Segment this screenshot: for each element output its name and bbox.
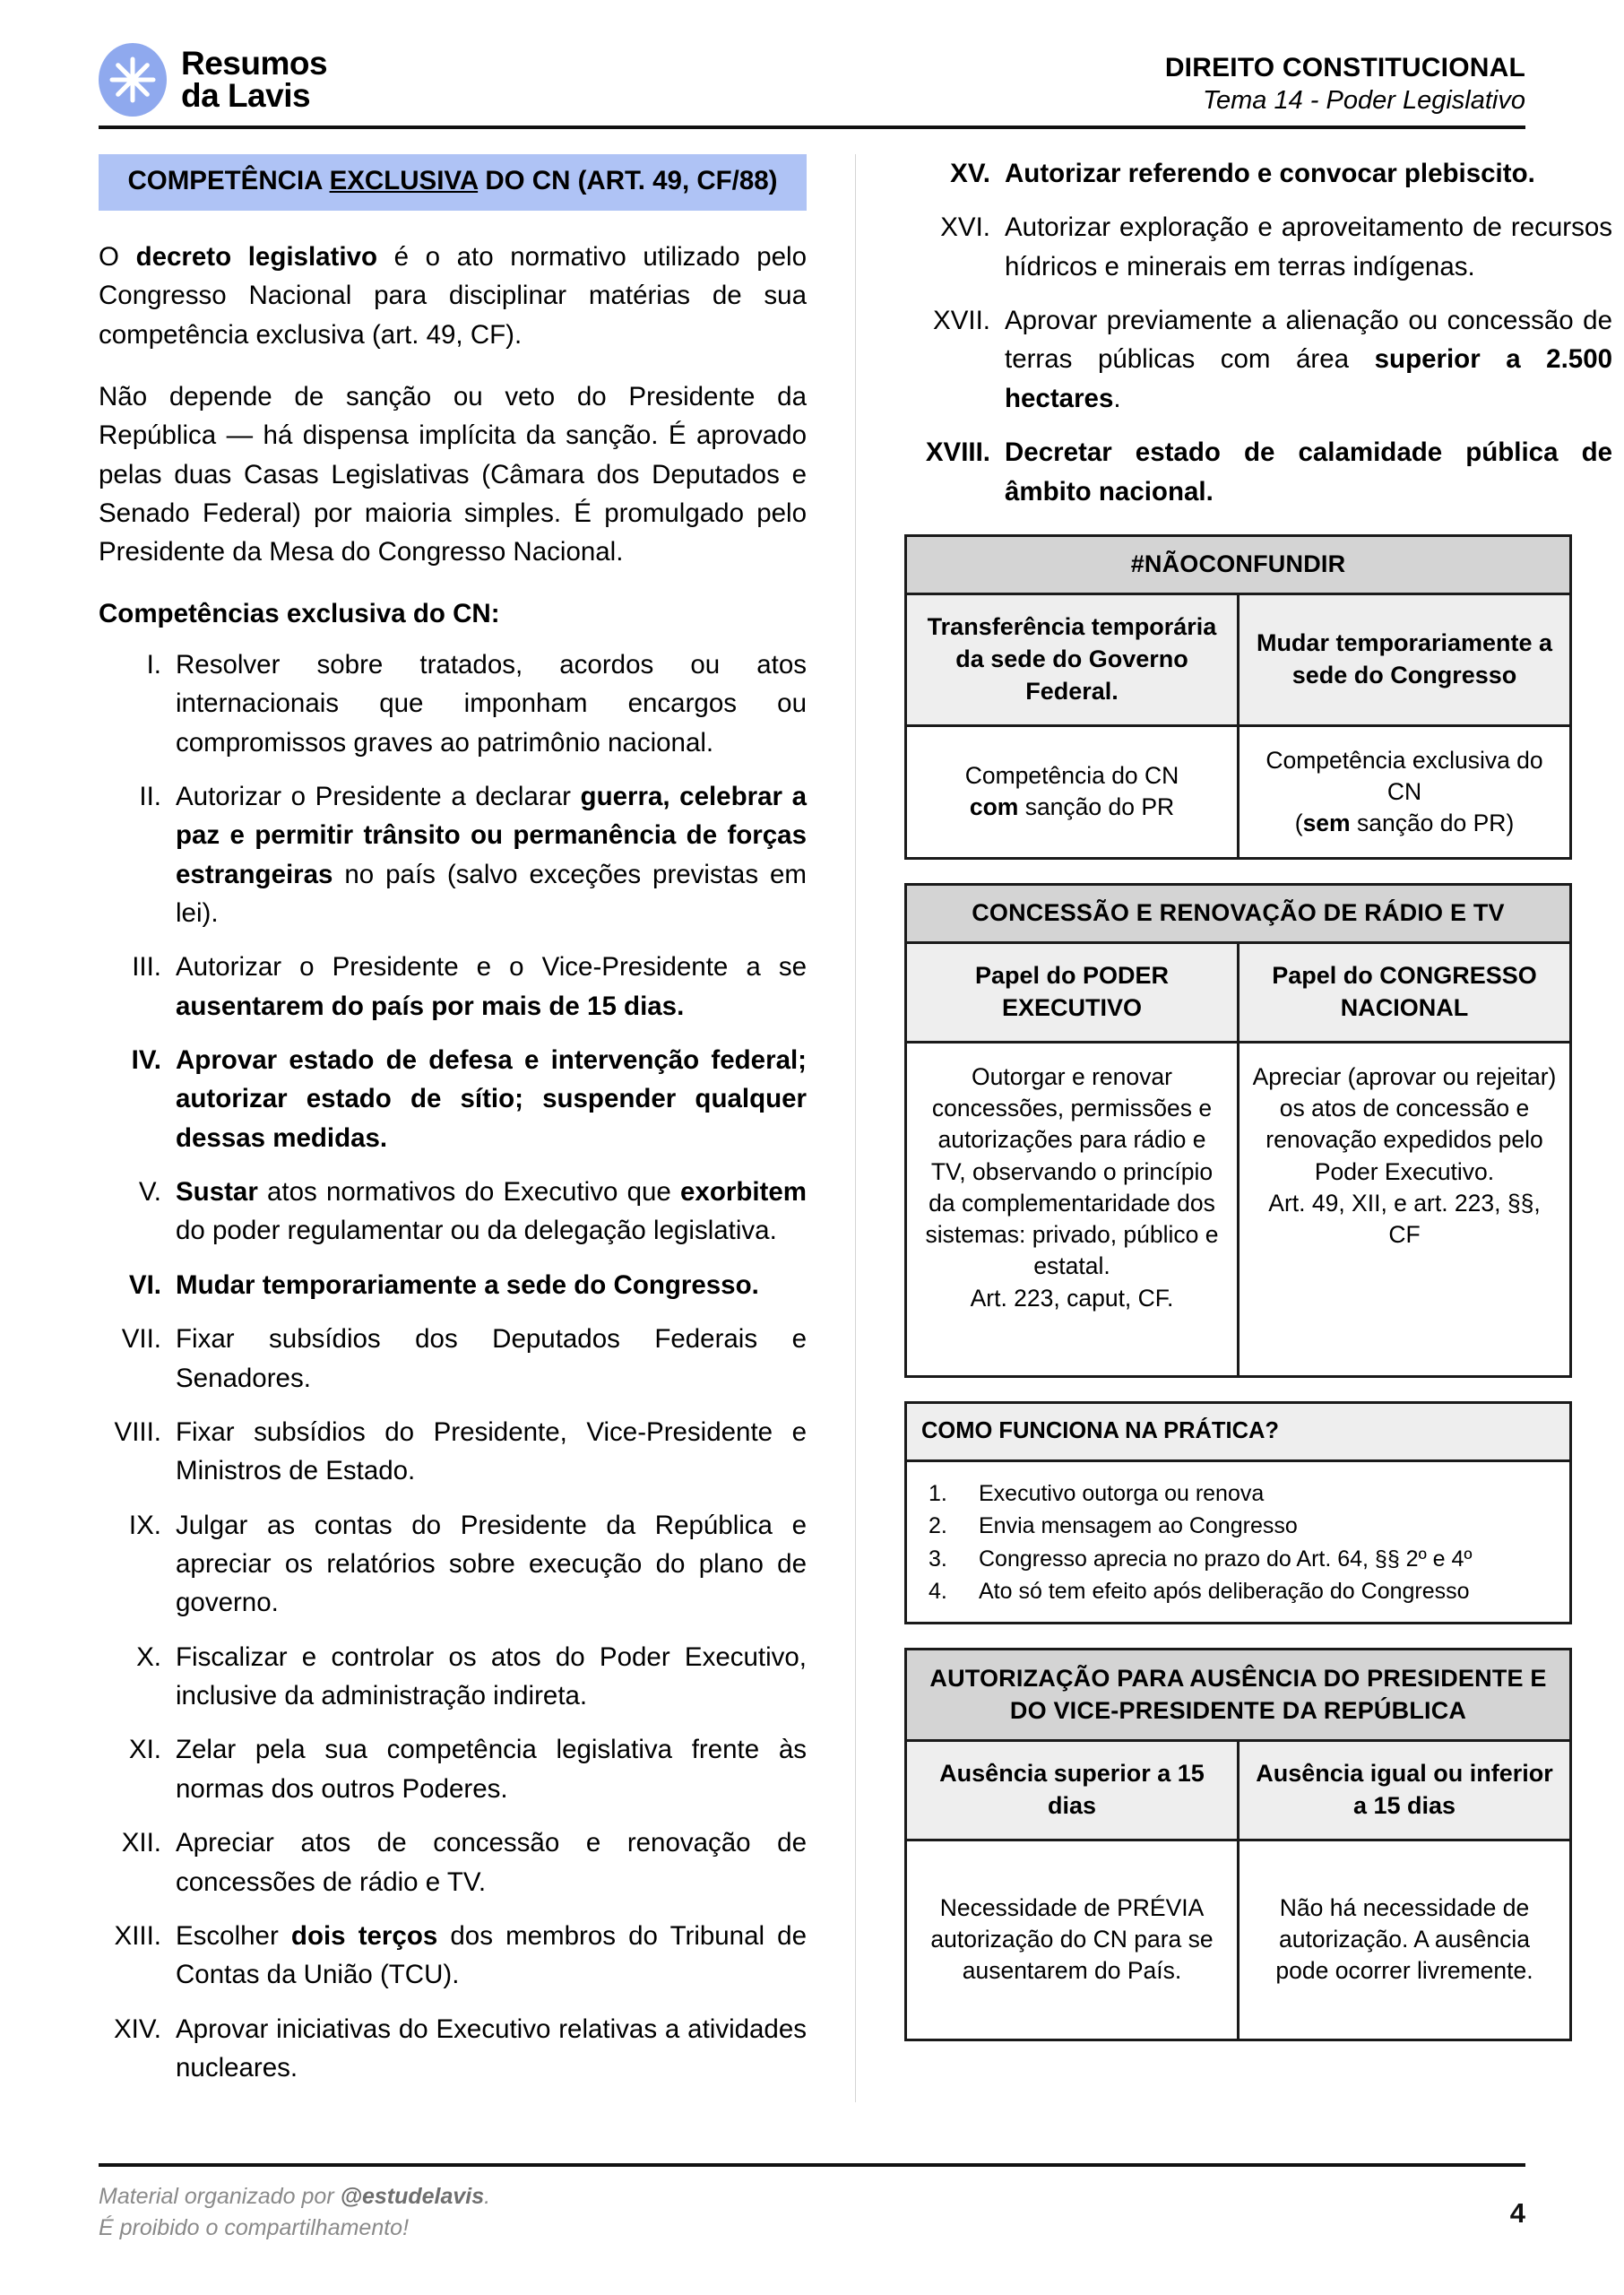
plain-text: no país (salvo exceções previstas em lei). [176,859,807,928]
footer-note-line2: É proibido o compartilhamento! [99,2214,410,2240]
step-item [929,1576,1557,1607]
list-item [99,777,807,932]
plain-text: Autorizar exploração e aproveitamento de recursos hídricos e minerais em terras indígenas. [1005,212,1612,281]
plain-text: Resolver sobre tratados, acordos ou atos internacionais que imponham encargos ou compromissos graves ao patrimônio nacional. [176,649,807,758]
table-naoconfundir [904,534,1572,860]
paragraph1-pre: O [99,241,136,272]
plain-text: Fixar subsídios dos Deputados Federais e Senadores. [176,1324,807,1393]
list-item [99,1041,807,1157]
emphasis-text: Mudar temporariamente a sede do Congresso. [176,1269,759,1300]
cell-post: sanção do PR) [1350,809,1515,836]
table-radio-tv [904,883,1572,1378]
list-item-number: XIII. [114,1920,161,1951]
step-text: Congresso aprecia no prazo do Art. 64, §§ 2º e 4º [979,1546,1473,1572]
list-item [99,1638,807,1716]
list-item-text [176,1917,807,1995]
step-number: 2. [929,1513,947,1539]
list-item [99,1917,807,1995]
plain-text: Aprovar iniciativas do Executivo relativas a atividades nucleares. [176,2014,807,2083]
list-item-number: I. [146,649,161,680]
emphasis-text: Sustar [176,1177,258,1208]
table-header-cell: Papel do CONGRESSO NACIONAL [1239,943,1571,1043]
table-como-funciona [904,1401,1572,1624]
step-text: Envia mensagem ao Congresso [979,1513,1298,1539]
plain-text: Autorizar o Presidente e o Vice-Presidente a se [176,952,807,983]
footer-note-post: . [484,2184,491,2209]
list-item-text [1005,433,1612,511]
section-banner [99,154,807,211]
plain-text: Julgar as contas do Presidente da República e apreciar os relatórios sobre execução do plano de governo. [176,1510,807,1618]
emphasis-text: dois terços [290,1920,438,1951]
subheading-competencias: Competências exclusiva do CN: [99,598,500,628]
list-item-number: VII. [121,1324,161,1355]
paragraph-decreto [99,238,807,354]
table-row [906,725,1571,859]
list-item-number: XVIII. [925,437,990,468]
list-item [99,1506,807,1623]
content-columns [99,154,1613,2102]
cell-post: sanção do PR [1018,793,1175,821]
emphasis-text: Decretar estado de calamidade pública de âmbito nacional. [1005,437,1612,507]
table-row [906,1649,1571,1740]
document-subtitle: Tema 14 - Poder Legislativo [1202,85,1525,115]
competencias-list-right [904,154,1612,511]
competencias-list-left [99,645,807,2088]
list-item-text [176,1638,807,1716]
cell-pre: Competência exclusiva do CN ( [1266,746,1543,836]
plain-text: Escolher [176,1920,291,1951]
list-item [99,1320,807,1398]
list-item-number: X. [136,1641,161,1672]
banner-underlined: EXCLUSIVA [329,166,479,195]
table-cell: Apreciar (aprovar ou rejeitar) os atos de concessão e renovação expedidos pelo Poder Executivo. Art. 49, XII, e art. 223, §§, CF [1239,1042,1571,1376]
table-title: COMO FUNCIONA NA PRÁTICA? [906,1402,1571,1460]
table-cell: Necessidade de PRÉVIA autorização do CN para se ausentarem do País. [906,1840,1239,2040]
table-cell [1239,725,1571,859]
list-item-number: VI. [128,1269,161,1300]
list-item-text [176,1041,807,1157]
table-row [906,885,1571,943]
emphasis-text: exorbitem [680,1177,807,1208]
table-row [906,1042,1571,1376]
step-number: 3. [929,1546,947,1572]
banner-pre: COMPETÊNCIA [127,166,330,195]
cell-pre: Competência do CN [964,762,1179,790]
emphasis-text: superior a 2.500 hectares [1005,344,1613,413]
brand-line-1: Resumos [181,44,328,82]
table-header-cell: Transferência temporária da sede do Governo Federal. [906,593,1239,725]
list-item-number: XVI. [940,212,990,243]
column-divider [855,154,856,2102]
list-item [99,1823,807,1901]
list-item-text [176,1730,807,1808]
right-column [904,154,1612,2102]
list-item-number: XIV. [113,2014,161,2044]
table-row [906,943,1571,1043]
table-header-cell: Ausência superior a 15 dias [906,1740,1239,1840]
table-row [906,593,1571,725]
brand-logo [99,43,327,117]
list-item-text [176,1413,807,1491]
table-cell: Não há necessidade de autorização. A ausência pode ocorrer livremente. [1239,1840,1571,2040]
paragraph1-post: é o ato normativo utilizado pelo Congresso Nacional para disciplinar matérias de sua competência exclusiva (art. 49, CF). [99,241,807,350]
cell-bold: com [969,793,1019,821]
table-title: AUTORIZAÇÃO PARA AUSÊNCIA DO PRESIDENTE E DO VICE-PRESIDENTE DA REPÚBLICA [906,1649,1571,1740]
footer-handle: @estudelavis [340,2184,485,2209]
table-row [906,1402,1571,1460]
list-item-text [1005,208,1612,286]
step-text: Ato só tem efeito após deliberação do Congresso [979,1579,1470,1605]
page-header [99,0,1525,126]
footer-note [99,2181,490,2243]
emphasis-text: Autorizar referendo e convocar plebiscito. [1005,159,1535,188]
table-row [906,535,1571,593]
list-item-text [176,1266,807,1304]
plain-text: Apreciar atos de concessão e renovação de concessões de rádio e TV. [176,1828,807,1897]
table-cell [906,725,1239,859]
list-item-text [176,777,807,932]
step-number: 1. [929,1480,947,1506]
table-header-cell: Mudar temporariamente a sede do Congresso [1239,593,1571,725]
list-item-number: III. [132,952,161,983]
plain-text: Fiscalizar e controlar os atos do Poder Executivo, inclusive da administração indireta. [176,1641,807,1711]
list-item-text [176,1506,807,1623]
cell-bold: sem [1302,809,1351,836]
list-item [904,208,1612,286]
list-item [99,948,807,1026]
list-item [99,1266,807,1304]
emphasis-text: ausentarem do país por mais de 15 dias. [176,991,685,1021]
list-item-text [176,1173,807,1251]
list-item [99,645,807,762]
list-item-text [176,2010,807,2088]
plain-text: Aprovar previamente a alienação ou concessão de terras públicas com área [1005,306,1612,375]
page-number: 4 [1509,2197,1525,2229]
list-item-text [176,948,807,1026]
header-divider [99,126,1525,129]
list-item-number: XVII. [933,306,990,336]
list-item [99,1730,807,1808]
step-number: 4. [929,1579,947,1605]
paragraph1-bold: decreto legislativo [135,241,378,272]
list-item [99,2010,807,2088]
plain-text: . [1113,383,1121,413]
table-header-cell: Ausência igual ou inferior a 15 dias [1239,1740,1571,1840]
footer-note-line1 [99,2181,490,2213]
list-item-text [176,645,807,762]
table-row [906,1740,1571,1840]
table-header-cell: Papel do PODER EXECUTIVO [906,943,1239,1043]
list-item-number: II. [139,781,161,811]
pratica-steps [920,1478,1557,1607]
step-item [929,1511,1557,1542]
banner-post: DO CN (ART. 49, CF/88) [478,166,778,195]
list-item [99,1173,807,1251]
plain-text: dos membros do Tribunal de Contas da União (TCU). [176,1920,807,1990]
table-title: #NÃOCONFUNDIR [906,535,1571,593]
table-cell: Outorgar e renovar concessões, permissões e autorizações para rádio e TV, observando o princípio da complementaridade dos sistemas: privado, público e estatal. Art. 223, caput, CF. [906,1042,1239,1376]
page-footer [99,2163,1525,2243]
list-item-number: IX. [128,1510,161,1540]
plain-text: atos normativos do Executivo que [257,1177,680,1208]
paragraph-sancao: Não depende de sanção ou veto do Presidente da República — há dispensa implícita da sanção. É aprovado pelas duas Casas Legislativas (Câmara dos Deputados e Senado Federal) por maioria simples. É promulgado pelo Presidente da Mesa do Congresso Nacional. [99,382,807,567]
list-item-text [176,1320,807,1398]
list-item-number: VIII. [114,1416,161,1447]
list-item-number: XV. [950,159,990,188]
list-item [904,433,1612,511]
list-item-text [1005,154,1612,193]
plain-text: Fixar subsídios do Presidente, Vice-Presidente e Ministros de Estado. [176,1416,807,1486]
list-item-number: XII. [121,1828,161,1858]
step-item [929,1478,1557,1510]
emphasis-text: Aprovar estado de defesa e intervenção federal; autorizar estado de sítio; suspender qualquer dessas medidas. [176,1045,807,1153]
brand-name [181,44,328,114]
list-item [904,154,1612,193]
brand-line-2: da Lavis [181,77,311,114]
list-item [904,301,1612,418]
list-item-number: IV. [131,1045,161,1076]
list-item [99,1413,807,1491]
list-item-text [176,1823,807,1901]
table-title: CONCESSÃO E RENOVAÇÃO DE RÁDIO E TV [906,885,1571,943]
table-row [906,1840,1571,2040]
list-item-number: V. [138,1177,161,1208]
list-item-text [1005,301,1612,418]
step-item [929,1544,1557,1575]
table-cell [906,1460,1571,1623]
document-title: DIREITO CONSTITUCIONAL [1164,53,1525,83]
plain-text: Autorizar o Presidente a declarar [176,781,581,811]
plain-text: Zelar pela sua competência legislativa frente às normas dos outros Poderes. [176,1735,807,1804]
step-text: Executivo outorga ou renova [979,1480,1265,1506]
plain-text: do poder regulamentar ou da delegação legislativa. [176,1216,777,1246]
table-ausencia [904,1648,1572,2041]
emphasis-text: guerra, celebrar a paz e permitir trânsito ou permanência de forças estrangeiras [176,781,807,889]
header-title-block [1165,52,1525,117]
asterisk-icon [99,43,167,117]
list-item-number: XI. [128,1735,161,1765]
footer-note-pre: Material organizado por [99,2184,341,2209]
left-column [99,154,807,2102]
table-row [906,1460,1571,1623]
